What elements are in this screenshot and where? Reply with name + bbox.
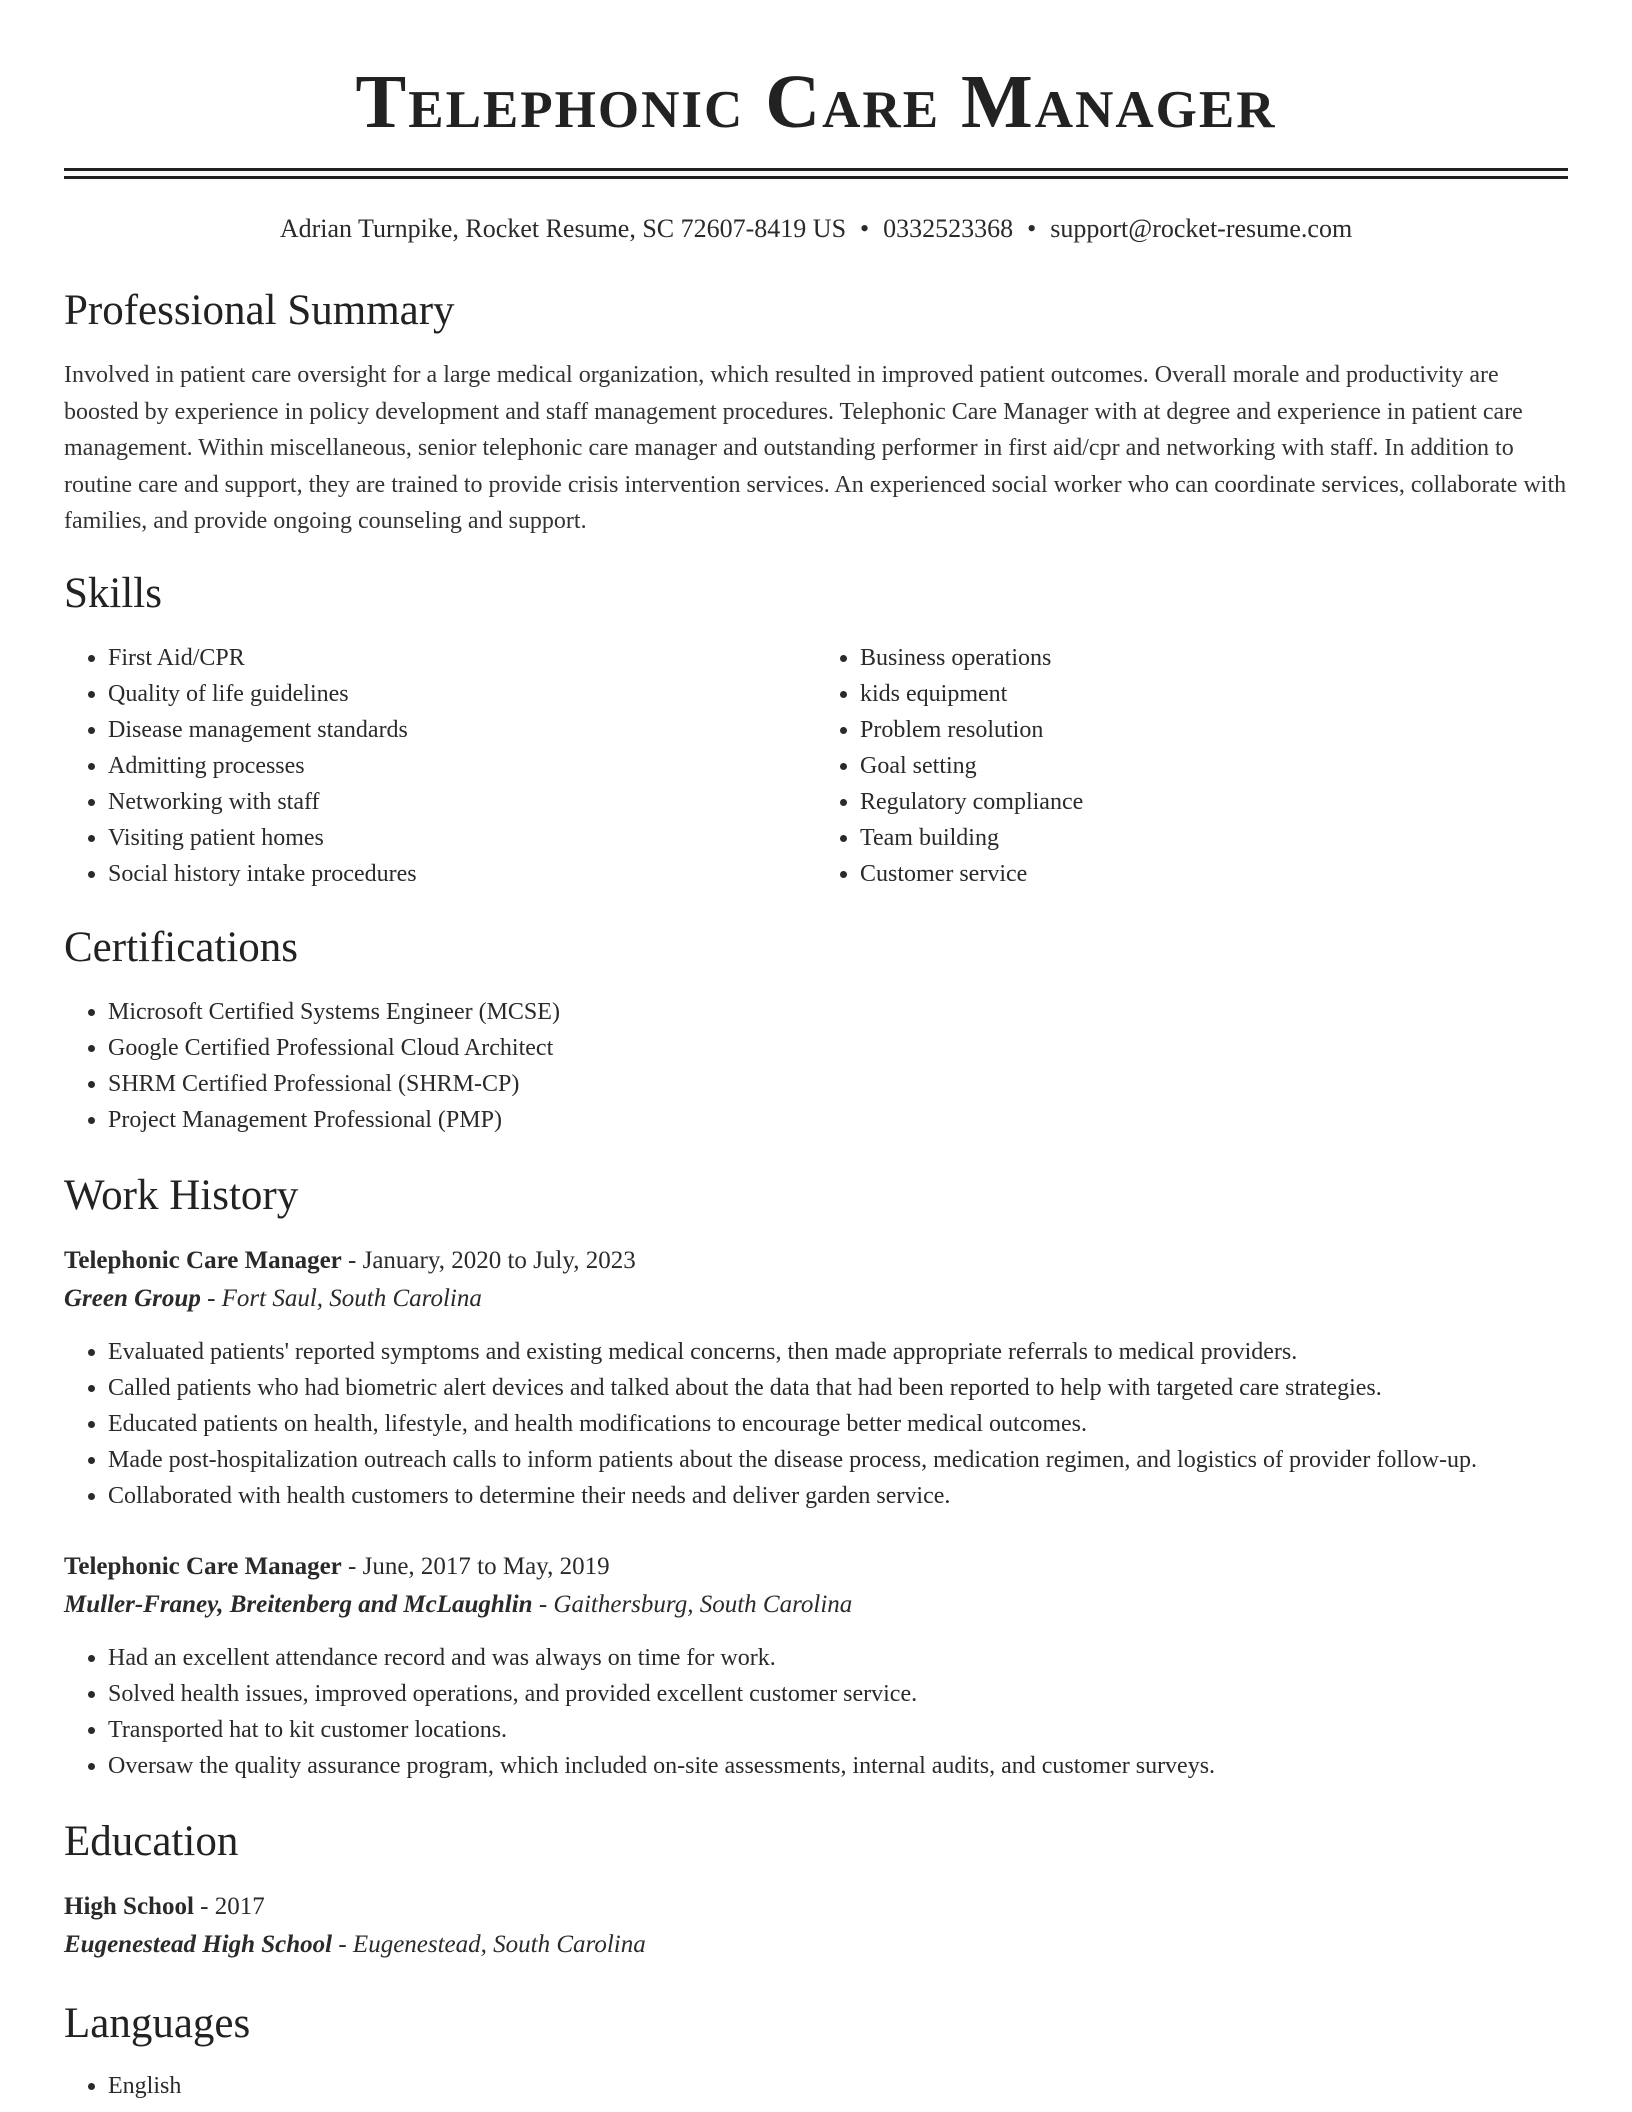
education-school-line: [64, 1926, 1568, 1964]
language-item: • English: [108, 2068, 1568, 2104]
job-duty-item: • Educated patients on health, lifestyle, and health modifications to encourage better medical outcomes.: [108, 1406, 1568, 1442]
job-title: Telephonic Care Manager: [64, 1552, 342, 1580]
job-duty-item: • Collaborated with health customers to determine their needs and deliver garden service.: [108, 1478, 1568, 1514]
skill-item: • Disease management standards: [108, 712, 816, 748]
skills-columns: [64, 640, 1568, 892]
education-degree: High School: [64, 1892, 194, 1920]
skill-item: • Customer service: [860, 856, 1568, 892]
job-entry: [64, 1242, 1568, 1514]
job-company: Muller-Franey, Breitenberg and McLaughlin: [64, 1590, 533, 1618]
work-history-heading: Work History: [64, 1171, 299, 1219]
job-dates: - January, 2020 to July, 2023: [341, 1246, 636, 1274]
skill-item: • Regulatory compliance: [860, 784, 1568, 820]
job-header: [64, 1242, 1568, 1280]
certification-item: • Google Certified Professional Cloud Architect: [108, 1030, 1568, 1066]
job-duty-item: • Transported hat to kit customer locations.: [108, 1712, 1568, 1748]
certification-item: • Project Management Professional (PMP): [108, 1102, 1568, 1138]
contact-separator: •: [860, 214, 870, 243]
skill-item: • Social history intake procedures: [108, 856, 816, 892]
education-degree-line: [64, 1888, 1568, 1926]
skill-item: • Admitting processes: [108, 748, 816, 784]
education-year: - 2017: [193, 1892, 265, 1920]
job-duty-item: • Oversaw the quality assurance program, which included on-site assessments, internal audits, and customer surveys.: [108, 1748, 1568, 1784]
skill-item: • kids equipment: [860, 676, 1568, 712]
skill-item: • First Aid/CPR: [108, 640, 816, 676]
certifications-list: [64, 994, 1568, 1138]
skill-item: • Visiting patient homes: [108, 820, 816, 856]
job-duties-list: [64, 1640, 1568, 1784]
job-duty-item: • Had an excellent attendance record and was always on time for work.: [108, 1640, 1568, 1676]
contact-email[interactable]: support@rocket-resume.com: [1050, 214, 1353, 243]
skills-heading: Skills: [64, 569, 162, 617]
job-entry: [64, 1548, 1568, 1784]
summary-text: Involved in patient care oversight for a large medical organization, which resulted in improved patient outcomes. Overall morale and productivity are boosted by experience in policy development and staff management procedures. Telephonic Care Manager with at degree and experience in patient care management. Within miscellaneous, senior telephonic care manager and outstanding performer in first aid/cpr and networking with staff. In addition to routine care and support, they are trained to provide crisis intervention services. An experienced social worker who can coordinate services, collaborate with families, and provide ongoing counseling and support.: [64, 362, 1567, 534]
summary-heading: Professional Summary: [64, 287, 455, 334]
job-header: [64, 1548, 1568, 1586]
skills-list-left: [64, 640, 816, 892]
resume-title: Telephonic Care Manager: [355, 60, 1277, 144]
skill-item: • Team building: [860, 820, 1568, 856]
job-employer: [64, 1586, 1568, 1624]
certifications-heading: Certifications: [64, 923, 299, 971]
skill-item: • Quality of life guidelines: [108, 676, 816, 712]
skill-item: • Business operations: [860, 640, 1568, 676]
contact-line: [64, 213, 1568, 245]
languages-heading: Languages: [64, 1999, 251, 2047]
contact-phone: 0332523368: [883, 214, 1014, 243]
skills-list-right: [816, 640, 1568, 892]
job-duty-item: • Evaluated patients' reported symptoms and existing medical concerns, then made appropriate referrals to medical providers.: [108, 1334, 1568, 1370]
job-employer: [64, 1280, 1568, 1318]
certification-item: • SHRM Certified Professional (SHRM-CP): [108, 1066, 1568, 1102]
certification-item: • Microsoft Certified Systems Engineer (MCSE): [108, 994, 1568, 1030]
job-duty-item: • Called patients who had biometric alert devices and talked about the data that had been reported to help with targeted care strategies.: [108, 1370, 1568, 1406]
job-company: Green Group: [64, 1284, 201, 1312]
skill-item: • Networking with staff: [108, 784, 816, 820]
job-duty-item: • Made post-hospitalization outreach calls to inform patients about the disease process, medication regimen, and logistics of provider follow-up.: [108, 1442, 1568, 1478]
job-title: Telephonic Care Manager: [64, 1246, 342, 1274]
job-duties-list: [64, 1334, 1568, 1514]
contact-separator: •: [1027, 214, 1037, 243]
languages-list: [64, 2068, 1568, 2104]
title-divider: [64, 168, 1568, 179]
skill-item: • Goal setting: [860, 748, 1568, 784]
job-location: - Fort Saul, South Carolina: [200, 1284, 482, 1312]
job-location: - Gaithersburg, South Carolina: [532, 1590, 853, 1618]
skill-item: • Problem resolution: [860, 712, 1568, 748]
job-duty-item: • Solved health issues, improved operations, and provided excellent customer service.: [108, 1676, 1568, 1712]
job-dates: - June, 2017 to May, 2019: [341, 1552, 610, 1580]
education-location: - Eugenestead, South Carolina: [332, 1930, 646, 1958]
education-school: Eugenestead High School: [64, 1930, 333, 1958]
education-heading: Education: [64, 1817, 239, 1865]
contact-address: Adrian Turnpike, Rocket Resume, SC 72607-8419 US: [279, 214, 847, 243]
